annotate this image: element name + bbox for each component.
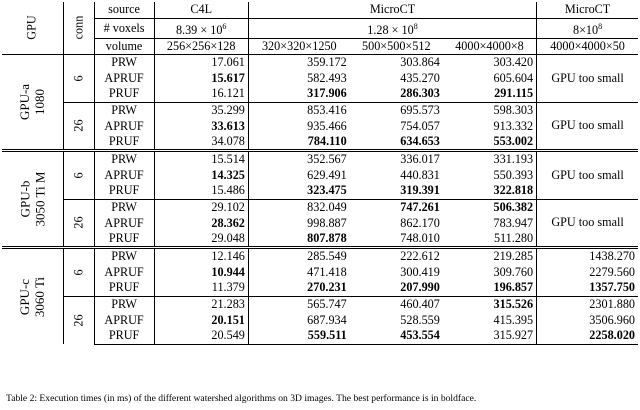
conn-value: 6 bbox=[71, 269, 86, 276]
conn-label bbox=[63, 199, 94, 248]
cell-value: 629.491 bbox=[307, 167, 347, 182]
cell-value: 3506.960 bbox=[589, 312, 635, 327]
table-row bbox=[2, 199, 638, 215]
cell-value: 598.303 bbox=[443, 102, 537, 118]
table-caption: Table 2: Execution times (in ms) of the different watershed algorithms on 3D images. The best performance is in boldface. bbox=[6, 393, 477, 404]
cell-value: 807.878 bbox=[307, 231, 347, 246]
conn-label bbox=[63, 102, 94, 151]
cell-value: 15.514 bbox=[154, 151, 248, 168]
cell-value: 754.057 bbox=[400, 118, 440, 133]
gpu-model: 3050 Ti M bbox=[32, 171, 48, 227]
voxels-c4l: $8.39 \times 10^6$ bbox=[154, 18, 248, 38]
cell-value: 35.299 bbox=[154, 102, 248, 118]
cell-value: 471.418 bbox=[307, 264, 347, 279]
cell-value: 15.617 bbox=[154, 70, 248, 86]
cell-value: 935.466 bbox=[307, 118, 347, 133]
cell-value: 28.362 bbox=[154, 215, 248, 231]
source-microct-2: MicroCT bbox=[564, 2, 611, 17]
gpu-too-small: GPU too small bbox=[537, 54, 638, 102]
cell-value: 285.549 bbox=[248, 248, 349, 265]
cell-value: 687.934 bbox=[307, 312, 347, 327]
algo-name: PRUF bbox=[94, 183, 154, 199]
cell-value: 315.927 bbox=[443, 328, 537, 344]
cell-value: 16.121 bbox=[154, 86, 248, 102]
gpu-label bbox=[2, 151, 63, 248]
cell-value: 309.760 bbox=[443, 264, 537, 280]
cell-value: 21.283 bbox=[154, 296, 248, 312]
gpu-label bbox=[2, 248, 63, 345]
algo-name: PRW bbox=[94, 199, 154, 215]
table-row bbox=[2, 248, 638, 265]
cell-value: 460.407 bbox=[350, 296, 443, 312]
table-row bbox=[2, 102, 638, 118]
gpu-header: GPU bbox=[2, 2, 63, 54]
algo-name: APRUF bbox=[94, 118, 154, 134]
cell-value: 207.990 bbox=[400, 280, 440, 295]
algo-name: APRUF bbox=[94, 167, 154, 183]
header-row-source bbox=[2, 2, 638, 18]
cell-value: 784.110 bbox=[307, 134, 347, 149]
conn-label bbox=[63, 54, 94, 102]
cell-value: 11.379 bbox=[154, 280, 248, 296]
cell-value: 303.420 bbox=[443, 54, 537, 70]
cell-value: 528.559 bbox=[400, 312, 440, 327]
cell-value: 550.393 bbox=[443, 167, 537, 183]
conn-value: 6 bbox=[71, 75, 86, 82]
cell-value: 511.280 bbox=[443, 231, 537, 248]
cell-value: 783.947 bbox=[443, 215, 537, 231]
source-microct: MicroCT bbox=[248, 2, 536, 18]
cell-value: 196.857 bbox=[443, 280, 537, 296]
cell-value: 998.887 bbox=[307, 215, 347, 230]
cell-value: 553.002 bbox=[443, 134, 537, 151]
cell-value: 10.944 bbox=[154, 264, 248, 280]
cell-value: 303.864 bbox=[350, 54, 443, 70]
conn-label bbox=[63, 248, 94, 297]
cell-value: 862.170 bbox=[400, 215, 440, 230]
algo-name: PRW bbox=[94, 102, 154, 118]
algo-name: APRUF bbox=[94, 264, 154, 280]
conn-value: 26 bbox=[71, 216, 86, 229]
cell-value: 34.078 bbox=[154, 134, 248, 151]
cell-value: 323.475 bbox=[307, 183, 347, 198]
table-row bbox=[2, 54, 638, 70]
cell-value: 352.567 bbox=[248, 151, 349, 168]
algo-name: PRUF bbox=[94, 134, 154, 151]
header-row-volume bbox=[2, 38, 638, 54]
cell-value: 453.554 bbox=[350, 328, 443, 344]
gpu-name: GPU-c bbox=[17, 278, 33, 315]
cell-value: 695.573 bbox=[350, 102, 443, 118]
cell-value: 559.511 bbox=[248, 328, 349, 344]
cell-value: 2301.880 bbox=[537, 296, 638, 312]
gpu-label-text bbox=[17, 172, 47, 227]
algo-name: PRW bbox=[94, 296, 154, 312]
algo-name: APRUF bbox=[94, 215, 154, 231]
cell-value: 506.382 bbox=[443, 199, 537, 215]
cell-value: 270.231 bbox=[307, 280, 347, 295]
table-row bbox=[2, 280, 638, 296]
cell-value: 415.395 bbox=[443, 312, 537, 328]
algo-name: PRW bbox=[94, 248, 154, 265]
source-label: source bbox=[94, 2, 154, 18]
voxels-label: # voxels bbox=[94, 18, 154, 38]
cell-value: 634.653 bbox=[400, 134, 440, 149]
algo-name: PRUF bbox=[94, 328, 154, 344]
gpu-name: GPU-a bbox=[17, 83, 33, 120]
cell-value: 286.303 bbox=[400, 86, 440, 101]
volume-1: 320×320×1250 bbox=[248, 38, 349, 54]
volume-3: 4000×4000×8 bbox=[443, 38, 537, 54]
volume-4: 4000×4000×50 bbox=[537, 38, 638, 54]
table-row bbox=[2, 312, 638, 328]
volume-0: 256×256×128 bbox=[154, 38, 248, 54]
cell-value: 315.526 bbox=[443, 296, 537, 312]
algo-name: PRUF bbox=[94, 231, 154, 248]
cell-value: 605.604 bbox=[443, 70, 537, 86]
cell-value: 15.486 bbox=[154, 183, 248, 199]
gpu-name: GPU-b bbox=[17, 180, 33, 218]
table-row bbox=[2, 328, 638, 344]
cell-value: 336.017 bbox=[350, 151, 443, 168]
volume-label: volume bbox=[94, 38, 154, 54]
algo-name: PRW bbox=[94, 54, 154, 70]
cell-value: 2258.020 bbox=[537, 328, 638, 344]
cell-value: 582.493 bbox=[307, 70, 347, 85]
voxels-microct-2: $8\times 10^8$ bbox=[537, 18, 638, 38]
cell-value: 832.049 bbox=[248, 199, 349, 215]
cell-value: 1438.270 bbox=[537, 248, 638, 265]
voxels-microct: $1.28 \times 10^8$ bbox=[248, 18, 536, 38]
cell-value: 440.831 bbox=[400, 167, 440, 182]
algo-name: PRUF bbox=[94, 280, 154, 296]
conn-value: 26 bbox=[71, 314, 86, 327]
cell-value: 322.818 bbox=[443, 183, 537, 199]
header-row-voxels bbox=[2, 18, 638, 38]
gpu-too-small: GPU too small bbox=[537, 102, 638, 151]
gpu-model: 1080 bbox=[32, 88, 48, 115]
cell-value: 359.172 bbox=[248, 54, 349, 70]
cell-value: 319.391 bbox=[400, 183, 440, 198]
algo-name: APRUF bbox=[94, 312, 154, 328]
conn-value: 26 bbox=[71, 119, 86, 132]
table-row bbox=[2, 151, 638, 168]
conn-value: 6 bbox=[71, 172, 86, 179]
cell-value: 1357.750 bbox=[589, 280, 635, 295]
conn-header: conn bbox=[63, 2, 94, 54]
cell-value: 222.612 bbox=[350, 248, 443, 265]
gpu-too-small: GPU too small bbox=[537, 151, 638, 200]
gpu-label-text bbox=[17, 277, 47, 317]
cell-value: 17.061 bbox=[154, 54, 248, 70]
gpu-label-text bbox=[17, 84, 47, 120]
algo-name: PRUF bbox=[94, 86, 154, 102]
cell-value: 29.102 bbox=[154, 199, 248, 215]
table-row bbox=[2, 296, 638, 312]
cell-value: 331.193 bbox=[443, 151, 537, 168]
algo-name: APRUF bbox=[94, 70, 154, 86]
cell-value: 853.416 bbox=[248, 102, 349, 118]
gpu-label bbox=[2, 54, 63, 151]
cell-value: 14.325 bbox=[154, 167, 248, 183]
results-table bbox=[2, 2, 638, 345]
cell-value: 20.151 bbox=[154, 312, 248, 328]
source-c4l: C4L bbox=[154, 2, 248, 18]
gpu-too-small: GPU too small bbox=[537, 199, 638, 248]
cell-value: 913.332 bbox=[443, 118, 537, 134]
cell-value: 33.613 bbox=[154, 118, 248, 134]
cell-value: 300.419 bbox=[400, 264, 440, 279]
gpu-model: 3060 Ti bbox=[32, 276, 48, 317]
volume-2: 500×500×512 bbox=[350, 38, 443, 54]
algo-name: PRW bbox=[94, 151, 154, 168]
cell-value: 12.146 bbox=[154, 248, 248, 265]
cell-value: 317.906 bbox=[307, 86, 347, 101]
cell-value: 29.048 bbox=[154, 231, 248, 248]
cell-value: 435.270 bbox=[400, 70, 440, 85]
cell-value: 2279.560 bbox=[589, 264, 635, 279]
cell-value: 291.115 bbox=[443, 86, 537, 102]
cell-value: 747.261 bbox=[350, 199, 443, 215]
table-row bbox=[2, 264, 638, 280]
cell-value: 565.747 bbox=[248, 296, 349, 312]
cell-value: 748.010 bbox=[400, 231, 440, 246]
conn-label bbox=[63, 151, 94, 200]
cell-value: 20.549 bbox=[154, 328, 248, 344]
conn-label bbox=[63, 296, 94, 344]
results-body bbox=[2, 54, 638, 344]
cell-value: 219.285 bbox=[443, 248, 537, 265]
